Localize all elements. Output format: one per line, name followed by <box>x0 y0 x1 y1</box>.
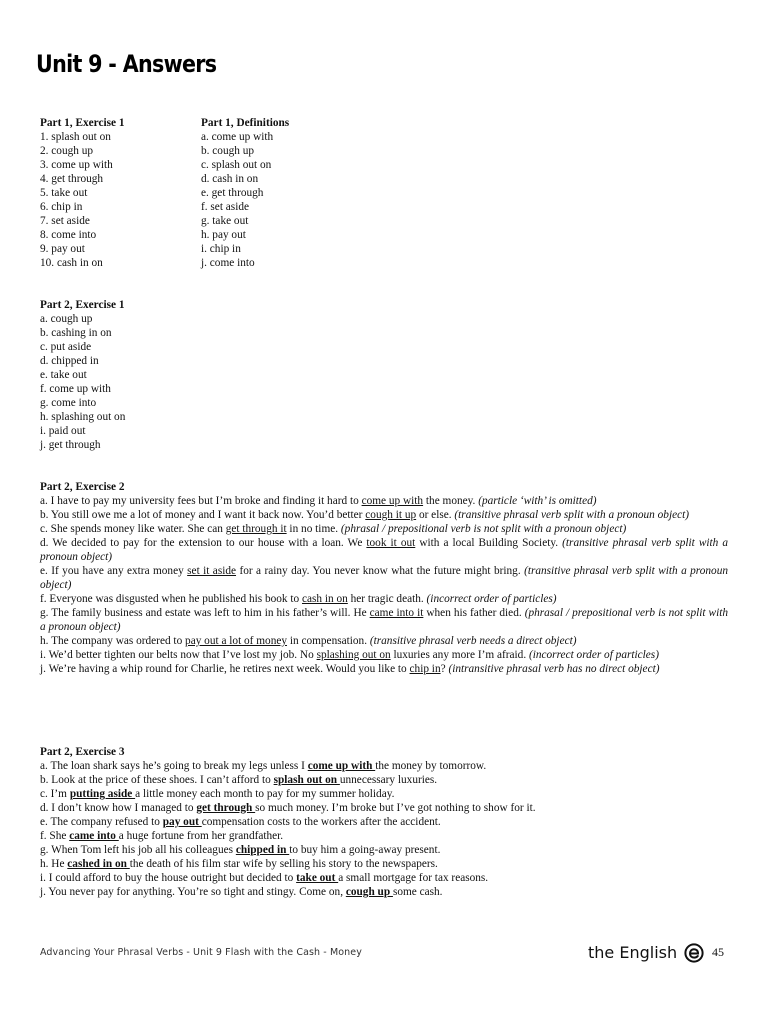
answer-list <box>40 130 190 270</box>
footer-brand: the English <box>588 943 678 962</box>
answer-text: for a rainy day. You never know what the future might bring. <box>236 565 525 577</box>
list-item: e. take out <box>40 369 87 381</box>
answer-phrase: splash out on <box>273 774 340 786</box>
answer-text: i. We’d better tighten our belts now that I’ve lost my job. No <box>40 649 317 661</box>
list-item: 2. cough up <box>40 145 94 157</box>
answer-item <box>40 564 728 592</box>
section-heading: Part 2, Exercise 1 <box>40 299 125 311</box>
answer-list <box>201 130 361 270</box>
list-item: a. come up with <box>201 131 274 143</box>
list-item: g. take out <box>201 215 249 227</box>
page-number: 45 <box>712 945 724 959</box>
list-item: f. come up with <box>40 383 111 395</box>
list-item: a. cough up <box>40 313 93 325</box>
answer-text: or else. <box>416 509 455 521</box>
part2-exercise2-section <box>40 480 728 676</box>
answer-note: (transitive phrasal verb split with a pronoun object) <box>454 509 690 521</box>
list-item: d. chipped in <box>40 355 99 367</box>
answer-item <box>40 885 728 899</box>
answer-phrase: chip in <box>409 663 441 675</box>
answer-note: (intransitive phrasal verb has no direct object) <box>448 663 660 675</box>
answer-text: h. He <box>40 858 68 870</box>
answer-item <box>40 773 728 787</box>
answer-item <box>40 648 728 662</box>
list-item: i. paid out <box>40 425 86 437</box>
answer-item <box>40 536 728 564</box>
list-item: 1. splash out on <box>40 131 111 143</box>
answer-note: (phrasal / prepositional verb is not split with a pronoun object) <box>340 523 627 535</box>
list-item: h. splashing out on <box>40 411 126 423</box>
answer-text: d. We decided to pay for the extension to our house with a loan. We <box>40 537 367 549</box>
list-item: 3. come up with <box>40 159 113 171</box>
answer-text: her tragic death. <box>347 593 427 605</box>
answer-text: the death of his film star wife by selling his story to the newspapers. <box>129 858 438 870</box>
answer-note: (particle ‘with’ is omitted) <box>478 495 597 507</box>
list-item: c. splash out on <box>201 159 272 171</box>
answer-phrase: came into <box>69 830 119 842</box>
section-heading: Part 1, Exercise 1 <box>40 117 125 129</box>
answer-item <box>40 871 728 885</box>
list-item: j. come into <box>201 257 255 269</box>
answer-text: the money by tomorrow. <box>375 760 487 772</box>
list-item: b. cashing in on <box>40 327 112 339</box>
answer-text: h. The company was ordered to <box>40 635 186 647</box>
answer-text: f. Everyone was disgusted when he published his book to <box>40 593 302 605</box>
list-item: g. come into <box>40 397 97 409</box>
answer-phrase: took it out <box>366 537 416 549</box>
answer-text: to buy him a going-away present. <box>289 844 441 856</box>
answer-phrase: pay out <box>162 816 202 828</box>
answer-note: (phrasal / prepositional verb is not split with a pronoun object) <box>40 607 728 633</box>
answer-text: d. I don’t know how I managed to <box>40 802 197 814</box>
answer-item <box>40 801 728 815</box>
list-item: h. pay out <box>201 229 246 241</box>
answer-note: (incorrect order of particles) <box>528 649 659 661</box>
answer-text: e. The company refused to <box>40 816 163 828</box>
answer-text: f. She <box>40 830 70 842</box>
list-item: 6. chip in <box>40 201 83 213</box>
answer-phrase: come up with <box>361 495 424 507</box>
english-club-logo-icon <box>684 943 704 963</box>
answer-item <box>40 843 728 857</box>
list-item: 5. take out <box>40 187 88 199</box>
answer-note: (transitive phrasal verb needs a direct object) <box>369 635 577 647</box>
list-item: 8. come into <box>40 229 97 241</box>
list-item: j. get through <box>40 439 101 451</box>
answer-text: e. If you have any extra money <box>40 565 188 577</box>
answer-phrase: cough it up <box>365 509 417 521</box>
answer-item <box>40 606 728 634</box>
answer-item <box>40 759 728 773</box>
list-item: f. set aside <box>201 201 249 213</box>
list-item: b. cough up <box>201 145 255 157</box>
list-item: 4. get through <box>40 173 104 185</box>
answer-phrase: splashing out on <box>316 649 391 661</box>
answer-item <box>40 592 728 606</box>
answer-phrase: get through it <box>225 523 287 535</box>
answer-text: j. You never pay for anything. You’re so tight and stingy. Come on, <box>40 886 346 898</box>
answer-text: g. The family business and estate was left to him in his father’s will. He <box>40 607 370 619</box>
list-item: d. cash in on <box>201 173 259 185</box>
answer-item <box>40 829 728 843</box>
answer-list <box>40 759 728 899</box>
answer-phrase: pay out a lot of money <box>185 635 288 647</box>
list-item: 9. pay out <box>40 243 85 255</box>
answer-text: a. The loan shark says he’s going to break my legs unless I <box>40 760 308 772</box>
answer-text: c. I’m <box>40 788 70 800</box>
answer-text: j. We’re having a whip round for Charlie, he retires next week. Would you like to <box>40 663 410 675</box>
page-title: Unit 9 - Answers <box>36 50 217 78</box>
answer-text: so much money. I’m broke but I’ve got nothing to show for it. <box>255 802 536 814</box>
answer-text: i. I could afford to buy the house outright but decided to <box>40 872 297 884</box>
answer-text: g. When Tom left his job all his colleagues <box>40 844 236 856</box>
list-item: 10. cash in on <box>40 257 103 269</box>
answer-item <box>40 857 728 871</box>
answer-phrase: take out <box>296 872 339 884</box>
answer-text: ? <box>440 663 449 675</box>
answer-item <box>40 522 728 536</box>
answer-list <box>40 494 728 676</box>
answer-item <box>40 662 728 676</box>
answer-phrase: set it aside <box>187 565 237 577</box>
section-heading: Part 2, Exercise 3 <box>40 746 125 758</box>
answer-phrase: get through <box>196 802 256 814</box>
part2-exercise1-section <box>40 298 240 452</box>
answer-phrase: cash in on <box>302 593 348 605</box>
footer-text: Advancing Your Phrasal Verbs - Unit 9 Flash with the Cash - Money <box>40 947 362 958</box>
answer-text: with a local Building Society. <box>415 537 563 549</box>
list-item: c. put aside <box>40 341 92 353</box>
answer-text: b. You still owe me a lot of money and I want it back now. You’d better <box>40 509 366 521</box>
answer-text: when his father died. <box>423 607 525 619</box>
answer-text: c. She spends money like water. She can <box>40 523 226 535</box>
answer-text: b. Look at the price of these shoes. I can’t afford to <box>40 774 274 786</box>
answer-phrase: putting aside <box>69 788 136 800</box>
answer-item <box>40 494 728 508</box>
answer-text: luxuries any more I’m afraid. <box>390 649 529 661</box>
answer-text: a little money each month to pay for my summer holiday. <box>135 788 395 800</box>
section-heading: Part 2, Exercise 2 <box>40 481 125 493</box>
answer-note: (transitive phrasal verb split with a pronoun object) <box>40 537 728 563</box>
answer-text: a. I have to pay my university fees but I’m broke and finding it hard to <box>40 495 362 507</box>
answer-text: the money. <box>423 495 479 507</box>
answer-item <box>40 815 728 829</box>
answer-item <box>40 508 728 522</box>
answer-phrase: chipped in <box>235 844 290 856</box>
answer-phrase: come up with <box>307 760 376 772</box>
answer-text: some cash. <box>392 886 443 898</box>
answer-phrase: cashed in on <box>67 858 130 870</box>
answer-note: (incorrect order of particles) <box>426 593 557 605</box>
answer-list <box>40 312 240 452</box>
answer-phrase: cough up <box>345 886 393 898</box>
answer-item <box>40 634 728 648</box>
list-item: i. chip in <box>201 243 241 255</box>
answer-text: compensation costs to the workers after the accident. <box>201 816 441 828</box>
list-item: 7. set aside <box>40 215 90 227</box>
answer-note: (transitive phrasal verb split with a pronoun object) <box>40 565 729 591</box>
answer-phrase: came into it <box>369 607 424 619</box>
answer-text: unnecessary luxuries. <box>339 774 438 786</box>
section-heading: Part 1, Definitions <box>201 117 290 129</box>
answer-text: in no time. <box>286 523 341 535</box>
list-item: e. get through <box>201 187 264 199</box>
answer-text: a huge fortune from her grandfather. <box>118 830 284 842</box>
part1-exercise1-section <box>40 116 190 270</box>
part1-definitions-section <box>201 116 361 270</box>
answer-text: in compensation. <box>287 635 370 647</box>
answer-item <box>40 787 728 801</box>
answer-text: a small mortgage for tax reasons. <box>338 872 489 884</box>
part2-exercise3-section <box>40 745 728 899</box>
